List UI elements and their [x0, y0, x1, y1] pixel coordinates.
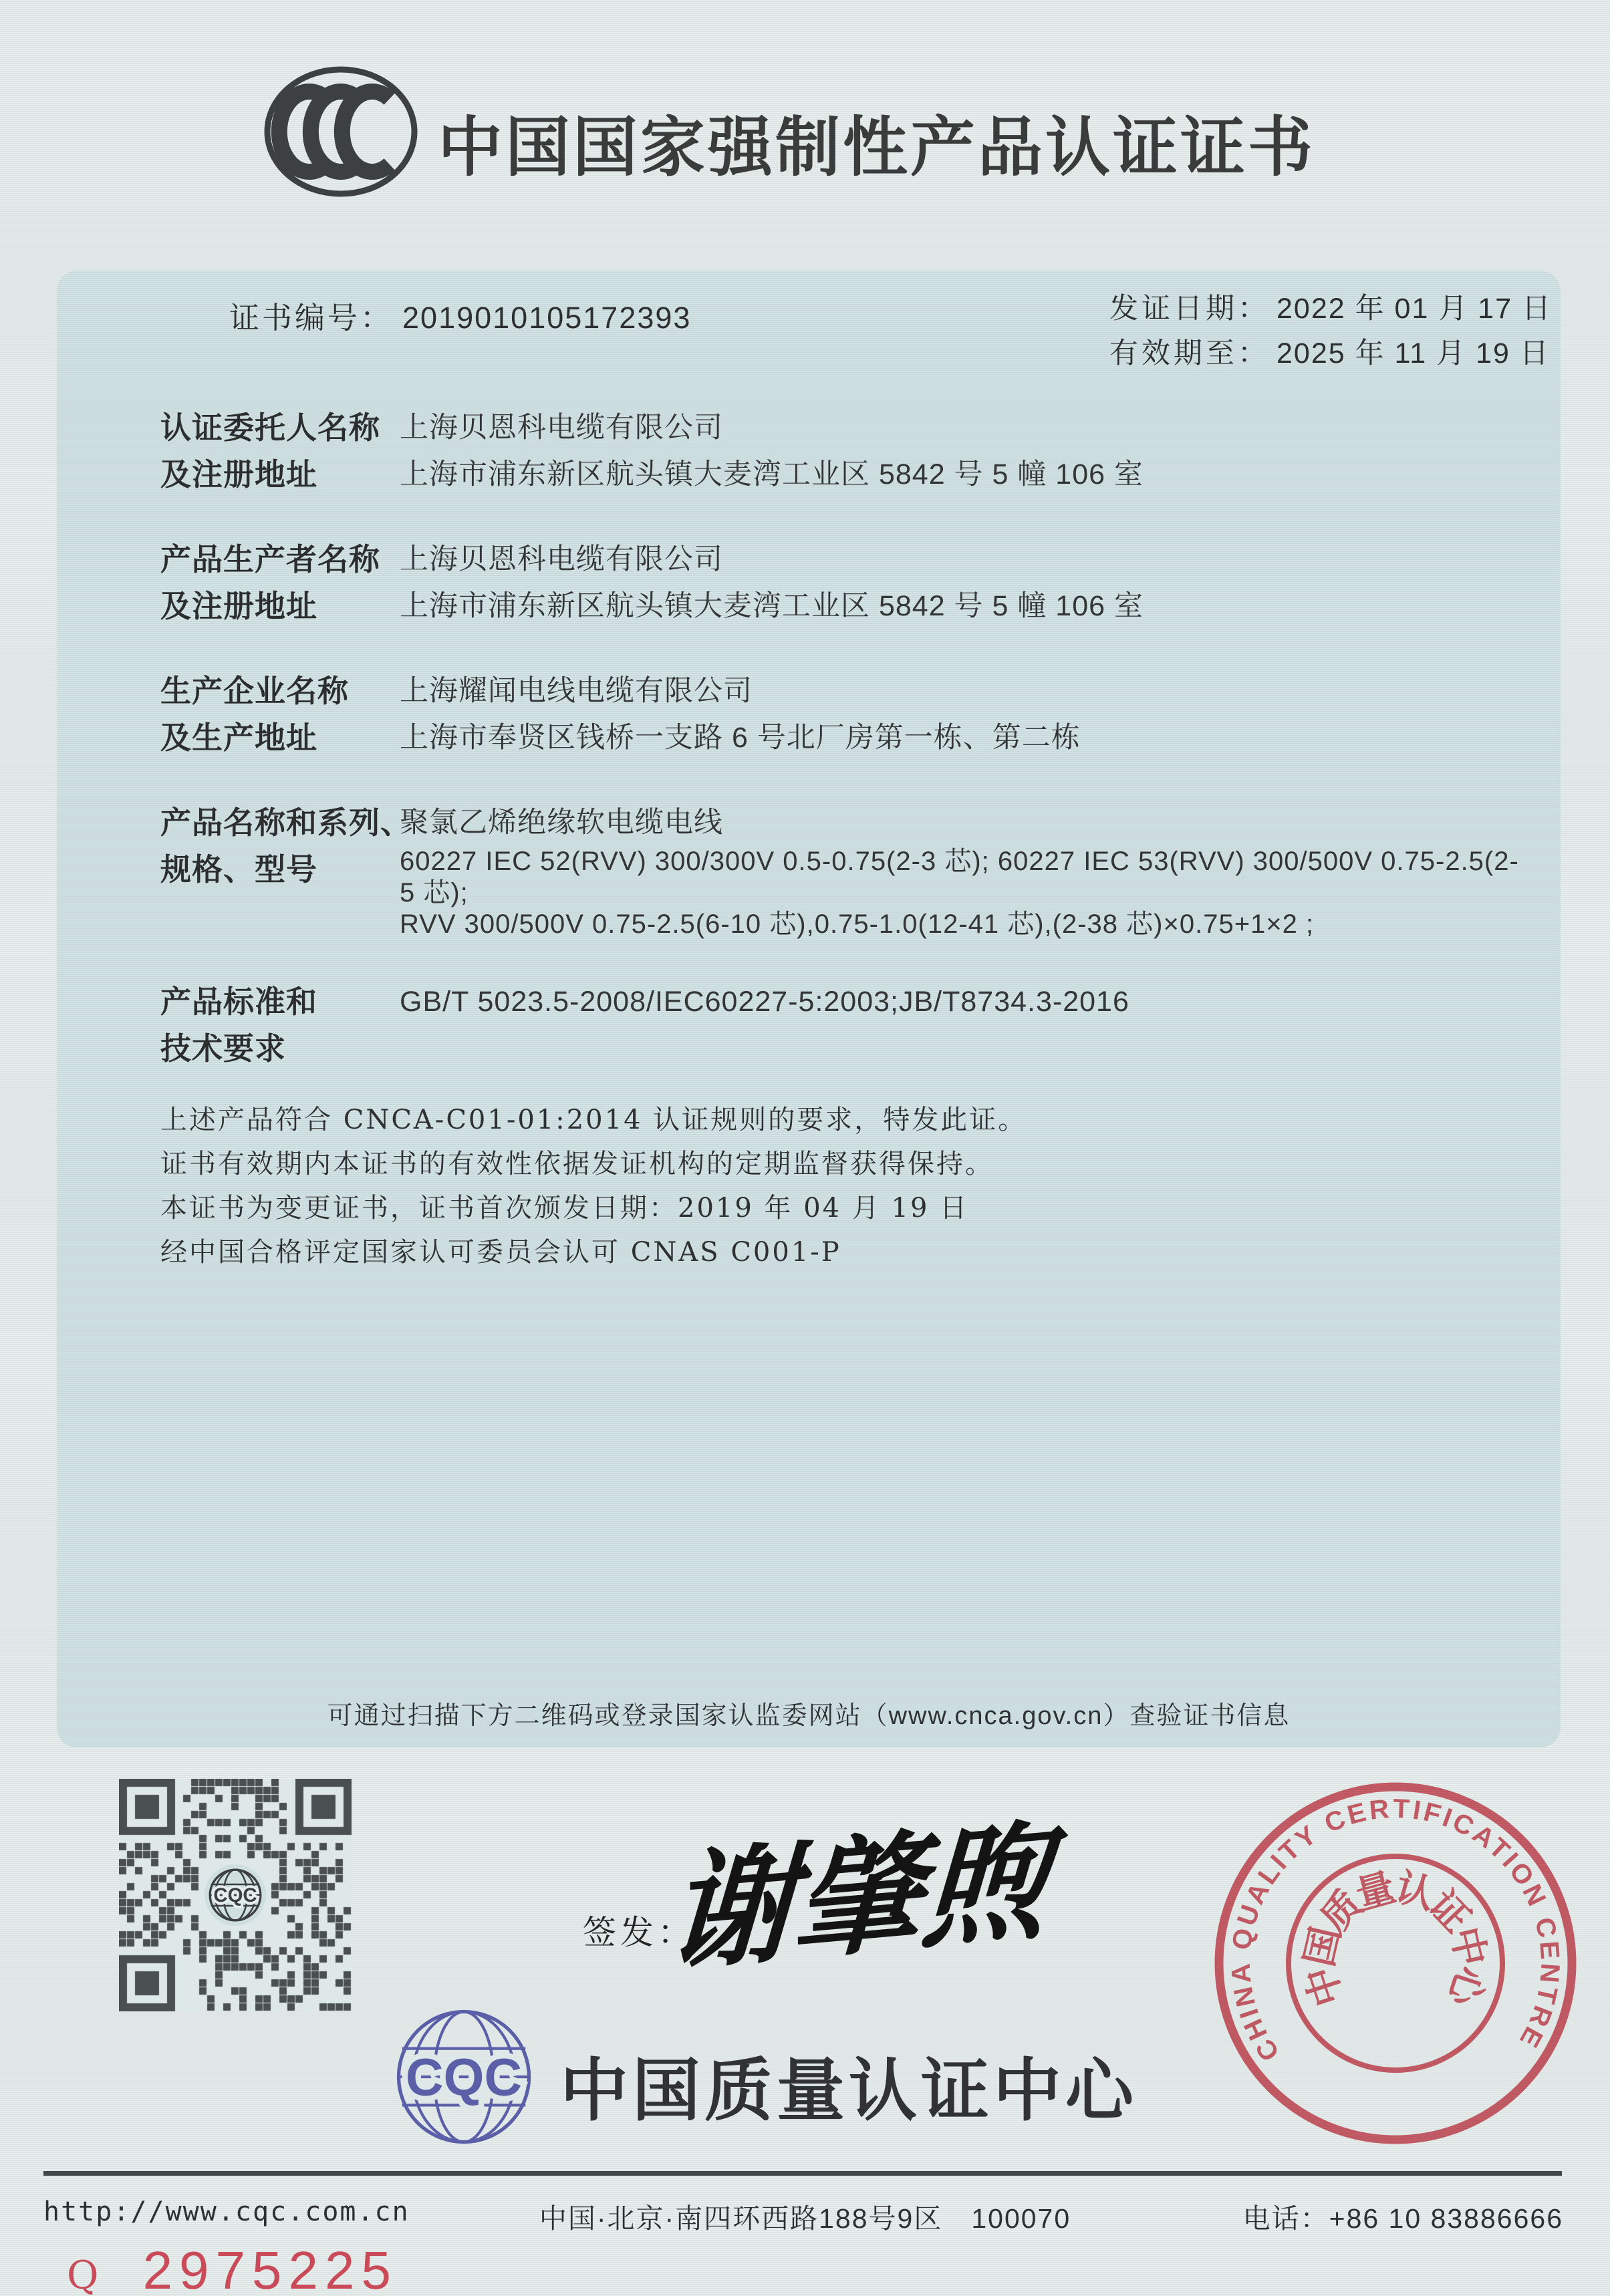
manufacturer-address-label: 及生产地址 — [160, 720, 317, 755]
svg-text:CHINA QUALITY CERTIFICATION: CHINA QUALITY CERTIFICATION CENTRE — [1226, 1793, 1565, 2067]
product-spec-line2: RVV 300/500V 0.75-2.5(6-10 芯),0.75-1.0(12-41 芯),(2-38 芯)×0.75+1×2 ; — [400, 909, 1315, 939]
issue-date-value: 2022 年 01 月 17 日 — [1277, 293, 1553, 325]
page-title: 中国国家强制性产品认证证书 — [438, 111, 1315, 184]
certificate-fields — [160, 404, 1520, 1110]
svg-text:国: 国 — [1297, 1922, 1349, 1971]
cqc-globe-icon — [393, 2006, 535, 2148]
standard-label-line2: 技术要求 — [160, 1031, 286, 1066]
serial-digits: 2975225 — [142, 2241, 398, 2296]
manufacturer-address-value: 上海市奉贤区钱桥一支路 6 号北厂房第一栋、第二栋 — [400, 722, 1081, 754]
footer-phone-number: +86 10 83886666 — [1329, 2203, 1563, 2234]
red-seal — [1202, 1769, 1589, 2157]
certificate-number-label: 证书编号： — [229, 300, 394, 335]
certificate-dates — [1109, 287, 1552, 376]
standard-label-line1: 产品标准和 — [160, 984, 317, 1019]
footer-divider — [43, 2171, 1562, 2176]
field-applicant — [160, 404, 1520, 498]
standard-value: GB/T 5023.5-2008/IEC60227-5:2003;JB/T8734.3-2016 — [400, 986, 1129, 1018]
svg-text:中: 中 — [1442, 1922, 1494, 1971]
certificate-body-panel — [57, 271, 1561, 1747]
applicant-address-label: 及注册地址 — [160, 457, 317, 492]
field-manufacturer — [160, 668, 1520, 761]
statement-line2: 证书有效期内本证书的有效性依据发证机构的定期监督获得保持。 — [160, 1149, 994, 1179]
product-model-label: 规格、型号 — [160, 852, 317, 887]
svg-text:中: 中 — [1298, 1961, 1351, 2012]
footer-phone — [1243, 2196, 1563, 2236]
product-name-value: 聚氯乙烯绝缘软电缆电线 — [400, 807, 723, 839]
svg-text:CQC: CQC — [213, 1884, 257, 1907]
field-product — [160, 799, 1520, 940]
cqc-globe-small-icon — [207, 1867, 263, 1923]
svg-text:谢肇煦: 谢肇煦 — [664, 1810, 1051, 1987]
product-name-label: 产品名称和系列、 — [160, 805, 412, 840]
ccc-logo-icon — [257, 63, 424, 200]
qr-code — [119, 1779, 352, 2011]
applicant-name-label: 认证委托人名称 — [160, 410, 380, 445]
manufacturer-name-value: 上海耀闻电线电缆有限公司 — [400, 675, 753, 707]
svg-text:认: 认 — [1391, 1865, 1440, 1918]
issue-date-label: 发证日期： — [1109, 292, 1270, 325]
producer-address-value: 上海市浦东新区航头镇大麦湾工业区 5842 号 5 幢 106 室 — [400, 590, 1144, 622]
footer-address: 中国·北京·南四环西路188号9区 100070 — [539, 2203, 1071, 2234]
svg-text:CQC: CQC — [405, 2047, 523, 2107]
serial-prefix: Q — [67, 2253, 99, 2296]
manufacturer-name-label: 生产企业名称 — [160, 674, 349, 708]
signed-by-label: 签发： — [583, 1913, 695, 1952]
footer-phone-label: 电话： — [1242, 2203, 1329, 2234]
seal-inner-text — [1297, 1865, 1494, 2013]
producer-name-value: 上海贝恩科电缆有限公司 — [400, 543, 723, 575]
certificate-number-value: 2019010105172393 — [402, 301, 692, 335]
producer-name-label: 产品生产者名称 — [160, 542, 380, 577]
applicant-address-value: 上海市浦东新区航头镇大麦湾工业区 5842 号 5 幢 106 室 — [400, 458, 1144, 490]
producer-address-label: 及注册地址 — [160, 589, 317, 623]
expiry-date-value: 2025 年 11 月 19 日 — [1277, 337, 1550, 370]
svg-text:心: 心 — [1440, 1961, 1493, 2012]
certificate-statements — [160, 1098, 1027, 1274]
statement-line3: 本证书为变更证书，证书首次颁发日期：2019 年 04 月 19 日 — [160, 1193, 969, 1224]
svg-text:量: 量 — [1351, 1865, 1400, 1918]
certificate-number-row — [229, 293, 691, 337]
serial-number — [67, 2240, 398, 2296]
applicant-name-value: 上海贝恩科电缆有限公司 — [400, 412, 723, 444]
svg-text:质: 质 — [1312, 1882, 1371, 1941]
statement-line4: 经中国合格评定国家认可委员会认可 CNAS C001-P — [160, 1237, 841, 1268]
statement-line1: 上述产品符合 CNCA-C01-01:2014 认证规则的要求，特发此证。 — [160, 1105, 1027, 1135]
expiry-date-row — [1109, 331, 1552, 376]
issuer-name: 中国质量认证中心 — [560, 2053, 1137, 2129]
footer-website: http://www.cqc.com.cn — [43, 2196, 410, 2227]
product-spec-line1: 60227 IEC 52(RVV) 300/300V 0.5-0.75(2-3 芯); 60227 IEC 53(RVV) 300/500V 0.75-2.5(2-5 芯); — [400, 847, 1519, 907]
qr-center-logo — [205, 1864, 266, 1926]
qr-verification-note: 可通过扫描下方二维码或登录国家认监委网站（www.cnca.gov.cn）查验证书信息 — [327, 1702, 1291, 1730]
svg-text:证: 证 — [1420, 1882, 1479, 1941]
expiry-date-label: 有效期至： — [1109, 337, 1270, 370]
field-producer — [160, 536, 1520, 629]
field-standard — [160, 978, 1520, 1072]
issue-date-row — [1109, 287, 1552, 331]
handwritten-signature — [642, 1791, 1163, 1998]
